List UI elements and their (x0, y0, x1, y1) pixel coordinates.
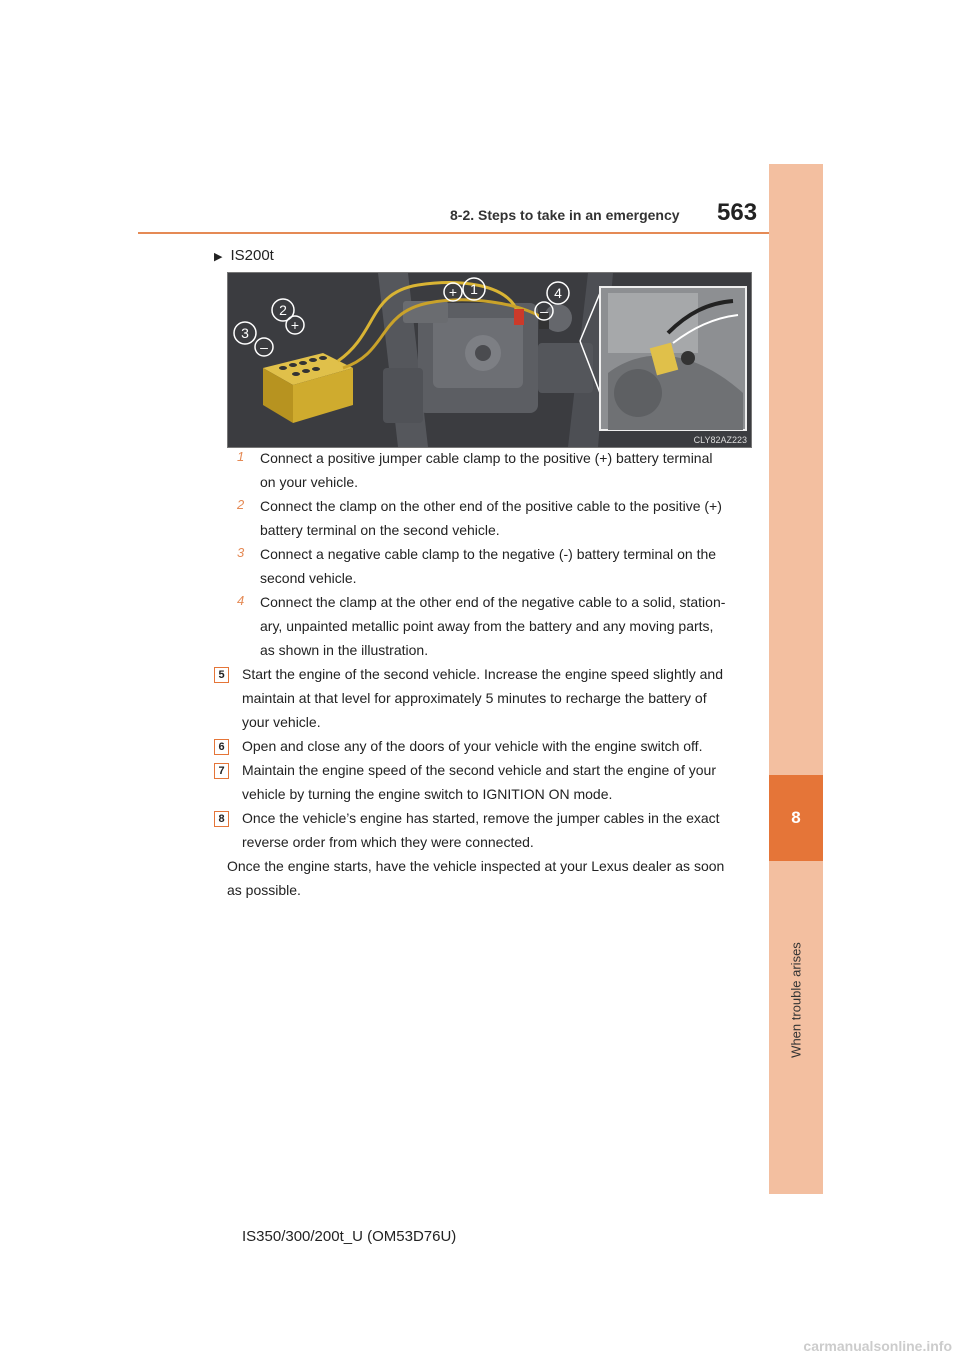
sub-step-number: 4 (237, 593, 245, 608)
sub-step-3: Connect a negative cable clamp to the negative (-) battery terminal on the second vehicle. (260, 546, 717, 586)
jump-start-illustration (227, 272, 752, 448)
manual-code: IS350/300/200t_U (OM53D76U) (242, 1228, 457, 1245)
model-label: IS200t (230, 247, 274, 264)
sub-step-4: Connect the clamp at the other end of the negative cable to a solid, station- ary, unpainted metallic point away from the battery and any moving parts, as shown in the illustration. (260, 594, 726, 658)
callout-label: 3 (241, 325, 249, 341)
model-heading (214, 247, 274, 264)
page-number: 563 (717, 199, 758, 226)
step-number-box: 8 (214, 811, 229, 827)
engine-bay-drawing (228, 273, 751, 447)
plus-symbol: + (290, 317, 300, 333)
illustration-code: CLY82AZ223 (693, 435, 747, 445)
sub-step-2: Connect the clamp on the other end of the positive cable to the positive (+) battery terminal on the second vehicle. (260, 498, 722, 538)
step-number-box: 5 (214, 667, 229, 683)
chapter-label: When trouble arises (788, 942, 804, 1058)
sub-step-number: 2 (237, 497, 245, 512)
step-5: Start the engine of the second vehicle. Increase the engine speed slightly and maintain at that level for approximately 5 minutes to recharge the battery of your vehicle. (242, 666, 723, 730)
minus-symbol: – (260, 339, 268, 355)
step-8: Once the vehicle’s engine has started, remove the jumper cables in the exact reverse order from which they were connected. (242, 810, 720, 850)
minus-symbol: – (540, 303, 548, 319)
closing-note: Once the engine starts, have the vehicle inspected at your Lexus dealer as soon as possible. (227, 858, 725, 898)
header-divider (138, 232, 823, 234)
sub-step-number: 1 (237, 449, 245, 464)
chapter-number: 8 (769, 775, 823, 861)
step-6: Open and close any of the doors of your vehicle with the engine switch off. (242, 738, 703, 754)
callout-label: 2 (279, 302, 287, 318)
callout-label: 1 (470, 281, 478, 297)
watermark: carmanualsonline.info (803, 1338, 952, 1354)
step-number-box: 7 (214, 763, 229, 779)
step-number-box: 6 (214, 739, 229, 755)
callout-label: 4 (554, 285, 562, 301)
step-7: Maintain the engine speed of the second vehicle and start the engine of your vehicle by turning the engine switch to IGNITION ON mode. (242, 762, 716, 802)
section-title: 8-2. Steps to take in an emergency (450, 207, 680, 223)
triangle-bullet-icon: ▶ (214, 251, 223, 263)
plus-symbol: + (448, 284, 458, 300)
sub-step-number: 3 (237, 545, 245, 560)
sub-step-1: Connect a positive jumper cable clamp to the positive (+) battery terminal on your vehicle. (260, 450, 713, 490)
